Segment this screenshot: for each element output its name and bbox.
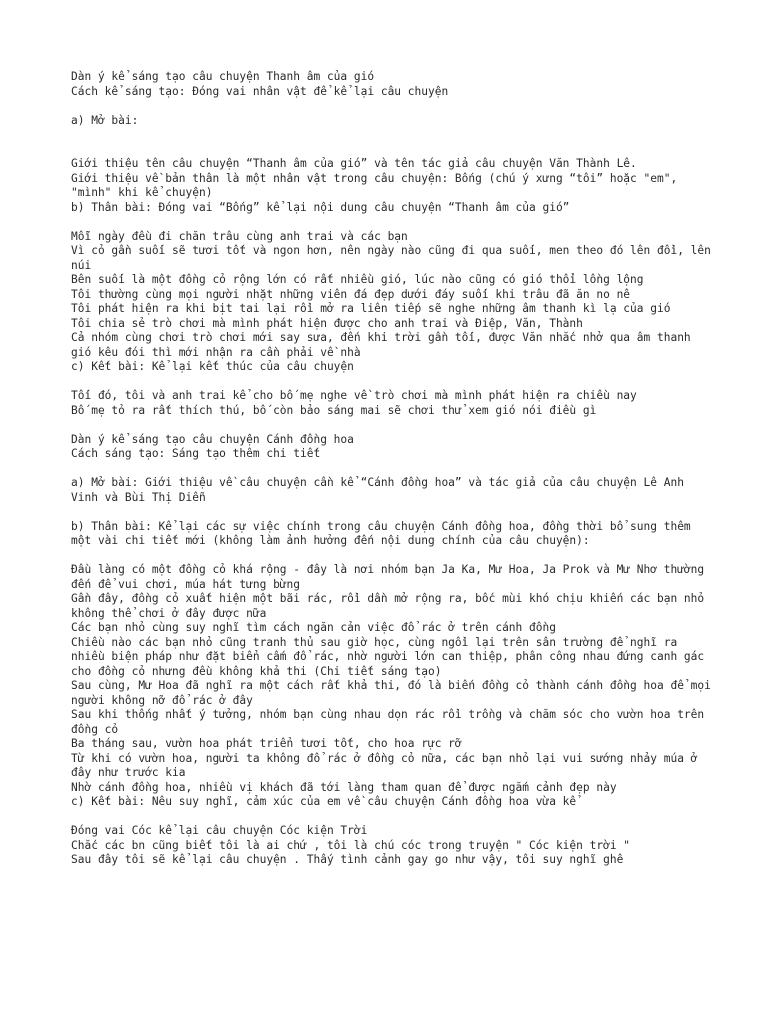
text-line: Sau cùng, Mư Hoa đã nghĩ ra một cách rất khả thi, đó là biến đồng cỏ thành cánh đồng hoa để mọi người không nỡ đổ rác ở đây bbox=[71, 679, 718, 707]
blank-line bbox=[71, 143, 711, 158]
text-line: Giới thiệu tên câu chuyện “Thanh âm của gió” và tên tác giả câu chuyện Văn Thành Lê. bbox=[71, 157, 637, 170]
blank-line bbox=[71, 549, 711, 564]
text-line: Vì cỏ gần suối sẽ tươi tốt và ngon hơn, nên ngày nào cũng đi qua suối, men theo đó lên đồi, lên núi bbox=[71, 244, 718, 272]
text-line: Cả nhóm cùng chơi trò chơi mới say sưa, đến khi trời gần tối, được Văn nhắc nhở qua âm thanh gió kêu đói thì mới nhận ra cần phải về nhà bbox=[71, 331, 698, 359]
blank-line bbox=[71, 215, 711, 230]
text-line: c) Kết bài: Kể lại kết thúc của câu chuyện bbox=[71, 360, 354, 373]
text-line: Đầu làng có một đồng cỏ khá rộng - đây là nơi nhóm bạn Ja Ka, Mư Hoa, Ja Prok và Mư Nhơ thường đến để vui chơi, múa hát tưng bừng bbox=[71, 563, 711, 591]
text-line: a) Mở bài: Giới thiệu về câu chuyện cần kể “Cánh đồng hoa” và tác giả của câu chuyện Lê Anh Vinh và Bùi Thị Diễn bbox=[71, 476, 691, 504]
text-line: b) Thân bài: Đóng vai “Bống” kể lại nội dung câu chuyện “Thanh âm của gió” bbox=[71, 200, 570, 214]
blank-line bbox=[71, 128, 711, 143]
text-line: Tối đó, tôi và anh trai kể cho bố mẹ nghe về trò chơi mà mình phát hiện ra chiều nay bbox=[71, 389, 637, 402]
text-line: Chắc các bn cũng biết tôi là ai chứ , tôi là chú cóc trong truyện " Cóc kiện trời " bbox=[71, 838, 631, 852]
text-line: Tôi thường cùng mọi người nhặt những viên đá đẹp dưới đáy suối khi trâu đã ăn no nê bbox=[71, 287, 631, 301]
text-line: Dàn ý kể sáng tạo câu chuyện Thanh âm của gió bbox=[71, 70, 375, 83]
text-line: b) Thân bài: Kể lại các sự việc chính trong câu chuyện Cánh đồng hoa, đồng thời bổ sung thêm một vài chi tiết mới (không làm ảnh hưởng đến nội dung chính của câu chuyện): bbox=[71, 519, 698, 547]
text-line: Tôi chia sẻ trò chơi mà mình phát hiện được cho anh trai và Điệp, Văn, Thành bbox=[71, 316, 583, 330]
blank-line bbox=[71, 810, 711, 825]
text-line: Chiều nào các bạn nhỏ cũng tranh thủ sau giờ học, cùng ngồi lại trên sân trường để nghĩ ra nhiều biện pháp như đặt biển cấm đổ rác, nhờ người lớn can thiệp, phân công nhau đứng canh gác cho đồng cỏ nhưng đều không khả thi (Chi tiết sáng tạo) bbox=[71, 635, 711, 678]
text-line: a) Mở bài: bbox=[71, 113, 139, 127]
text-line: Các bạn nhỏ cùng suy nghĩ tìm cách ngăn cản việc đổ rác ở trên cánh đồng bbox=[71, 621, 556, 634]
blank-line bbox=[71, 99, 711, 114]
text-line: Tôi phát hiện ra khi bịt tai lại rồi mở ra liên tiếp sẽ nghe những âm thanh kì lạ của gió bbox=[71, 302, 671, 315]
text-line: Dàn ý kể sáng tạo câu chuyện Cánh đồng hoa bbox=[71, 432, 354, 446]
text-line: Cách kể sáng tạo: Đóng vai nhân vật để kể lại câu chuyện bbox=[71, 84, 449, 98]
text-line: Sau khi thống nhất ý tưởng, nhóm bạn cùng nhau dọn rác rồi trồng và chăm sóc cho vườn hoa trên đồng cỏ bbox=[71, 708, 711, 736]
blank-line bbox=[71, 462, 711, 477]
text-line: Bên suối là một đồng cỏ rộng lớn có rất nhiều gió, lúc nào cũng có gió thổi lồng lộng bbox=[71, 273, 644, 286]
text-line: Ba tháng sau, vườn hoa phát triển tươi tốt, cho hoa rực rỡ bbox=[71, 737, 462, 750]
blank-line bbox=[71, 375, 711, 390]
text-line: Bố mẹ tỏ ra rất thích thú, bố còn bảo sáng mai sẽ chơi thử xem gió nói điều gì bbox=[71, 403, 597, 417]
text-line: Từ khi có vườn hoa, người ta không đổ rác ở đồng cỏ nữa, các bạn nhỏ lại vui sướng nhảy múa ở đây như trước kia bbox=[71, 751, 705, 779]
blank-line bbox=[71, 505, 711, 520]
blank-line bbox=[71, 418, 711, 433]
text-line: c) Kết bài: Nêu suy nghĩ, cảm xúc của em về câu chuyện Cánh đồng hoa vừa kể bbox=[71, 795, 577, 808]
text-line: Gần đây, đồng cỏ xuất hiện một bãi rác, rồi dần mở rộng ra, bốc mùi khó chịu khiến các bạn nhỏ không thể chơi ở đây được nữa bbox=[71, 592, 711, 620]
text-line: Nhờ cánh đồng hoa, nhiều vị khách đã tới làng tham quan để được ngắm cảnh đẹp này bbox=[71, 780, 617, 794]
text-line: Cách sáng tạo: Sáng tạo thêm chi tiết bbox=[71, 447, 321, 460]
text-line: Mỗi ngày đều đi chăn trâu cùng anh trai và các bạn bbox=[71, 229, 408, 243]
document-body bbox=[71, 70, 718, 868]
text-line: Sau đây tôi sẽ kể lại câu chuyện . Thấy tình cảnh gay go như vậy, tôi suy nghĩ ghê bbox=[71, 853, 624, 866]
text-line: Giới thiệu về bản thân là một nhân vật trong câu chuyện: Bống (chú ý xưng “tôi” hoặc "em", "mình" khi kể chuyện) bbox=[71, 171, 684, 199]
text-line: Đóng vai Cóc kể lại câu chuyện Cóc kiện Trời bbox=[71, 824, 368, 837]
